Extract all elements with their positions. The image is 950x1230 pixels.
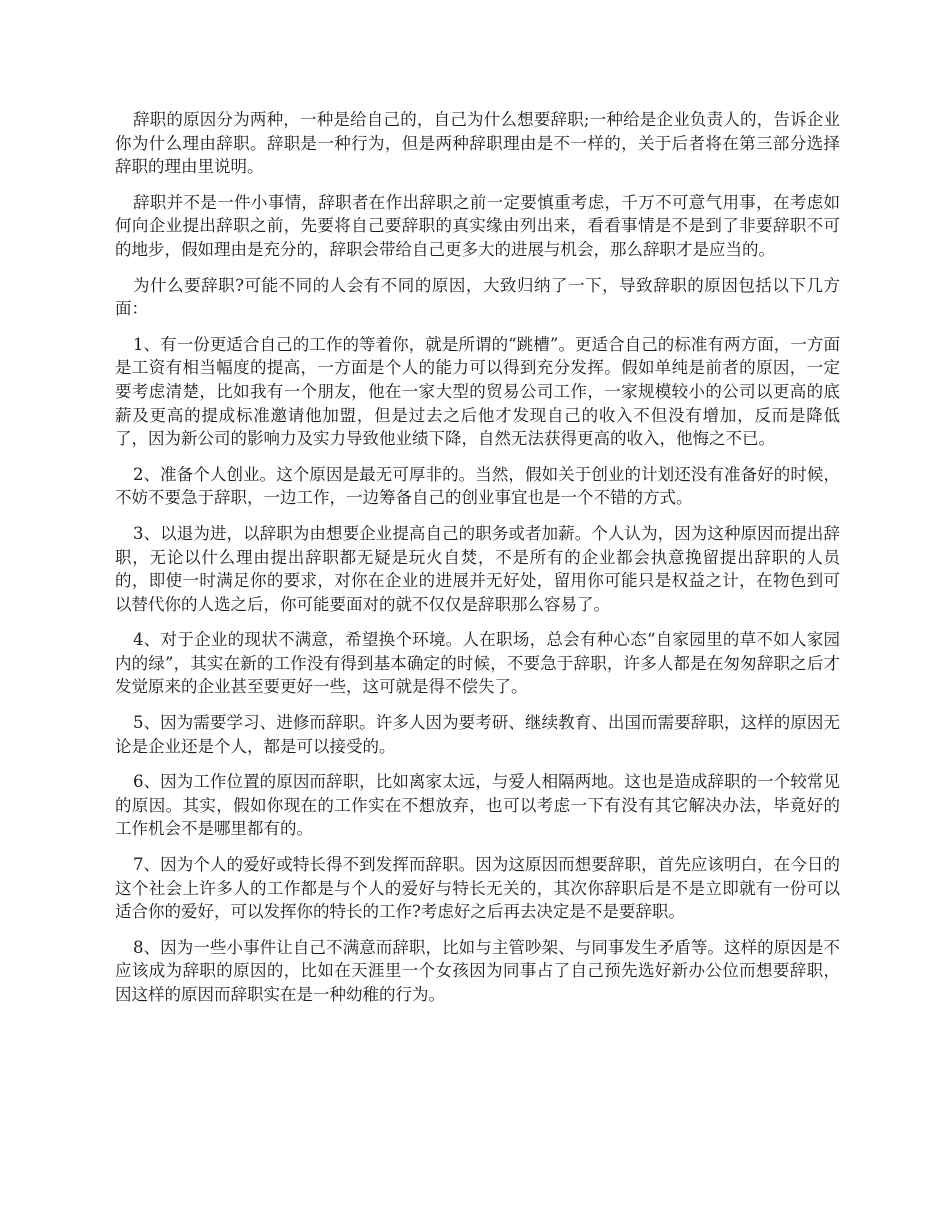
paragraph-reason-8: 8、因为一些小事件让自己不满意而辞职，比如与主管吵架、与同事发生矛盾等。这样的原因是不应该成为辞职的原因的，比如在天涯里一个女孩因为同事占了自己预先选好新办公位而想要辞职，因这样的原因而辞职实在是一种幼稚的行为。 [115, 937, 840, 1004]
paragraph-intro: 辞职的原因分为两种，一种是给自己的，自己为什么想要辞职;一种给是企业负责人的，告诉企业你为什么理由辞职。辞职是一种行为，但是两种辞职理由是不一样的，关于后者将在第三部分选择辞职的理由里说明。 [115, 110, 840, 177]
paragraph-reason-3: 3、以退为进，以辞职为由想要企业提高自己的职务或者加薪。个人认为，因为这种原因而提出辞职，无论以什么理由提出辞职都无疑是玩火自焚，不是所有的企业都会执意挽留提出辞职的人员的，即使一时满足你的要求，对你在企业的进展并无好处，留用你可能只是权益之计，在物色到可以替代你的人选之后，你可能要面对的就不仅仅是辞职那么容易了。 [115, 523, 840, 614]
paragraph-reason-1: 1、有一份更适合自己的工作的等着你，就是所谓的“跳槽”。更适合自己的标准有两方面，一方面是工资有相当幅度的提高，一方面是个人的能力可以得到充分发挥。假如单纯是前者的原因，一定要考虑清楚，比如我有一个朋友，他在一家大型的贸易公司工作，一家规模较小的公司以更高的底薪及更高的提成标准邀请他加盟，但是过去之后他才发现自己的收入不但没有增加，反而是降低了，因为新公司的影响力及实力导致他业绩下降，自然无法获得更高的收入，他悔之不已。 [115, 334, 840, 449]
paragraph-reason-2: 2、准备个人创业。这个原因是最无可厚非的。当然，假如关于创业的计划还没有准备好的时候，不妨不要急于辞职，一边工作，一边筹备自己的创业事宜也是一个不错的方式。 [115, 464, 840, 508]
paragraph-reason-4: 4、对于企业的现状不满意，希望换个环境。人在职场，总会有种心态“自家园里的草不如人家园内的绿”，其实在新的工作没有得到基本确定的时候，不要急于辞职，许多人都是在匆匆辞职之后才发觉原来的企业甚至要更好一些，这可就是得不偿失了。 [115, 630, 840, 697]
paragraph-reason-5: 5、因为需要学习、进修而辞职。许多人因为要考研、继续教育、出国而需要辞职，这样的原因无论是企业还是个人，都是可以接受的。 [115, 713, 840, 756]
document-body [115, 108, 840, 1019]
paragraph-reason-7: 7、因为个人的爱好或特长得不到发挥而辞职。因为这原因而想要辞职，首先应该明白，在今日的这个社会上许多人的工作都是与个人的爱好与特长无关的，其次你辞职后是不是立即就有一份可以适合你的爱好，可以发挥你的特长的工作?考虑好之后再去决定是不是要辞职。 [115, 855, 840, 922]
paragraph-reasons-intro: 为什么要辞职?可能不同的人会有不同的原因，大致归纳了一下，导致辞职的原因包括以下几方面： [115, 275, 840, 319]
paragraph-reason-6: 6、因为工作位置的原因而辞职，比如离家太远，与爱人相隔两地。这也是造成辞职的一个较常见的原因。其实，假如你现在的工作实在不想放弃，也可以考虑一下有没有其它解决办法，毕竟好的工作机会不是哪里都有的。 [115, 772, 840, 839]
paragraph-caution: 辞职并不是一件小事情，辞职者在作出辞职之前一定要慎重考虑，千万不可意气用事，在考虑如何向企业提出辞职之前，先要将自己要辞职的真实缘由列出来，看看事情是不是到了非要辞职不可的地步，假如理由是充分的，辞职会带给自己更多大的进展与机会，那么辞职才是应当的。 [115, 192, 840, 259]
